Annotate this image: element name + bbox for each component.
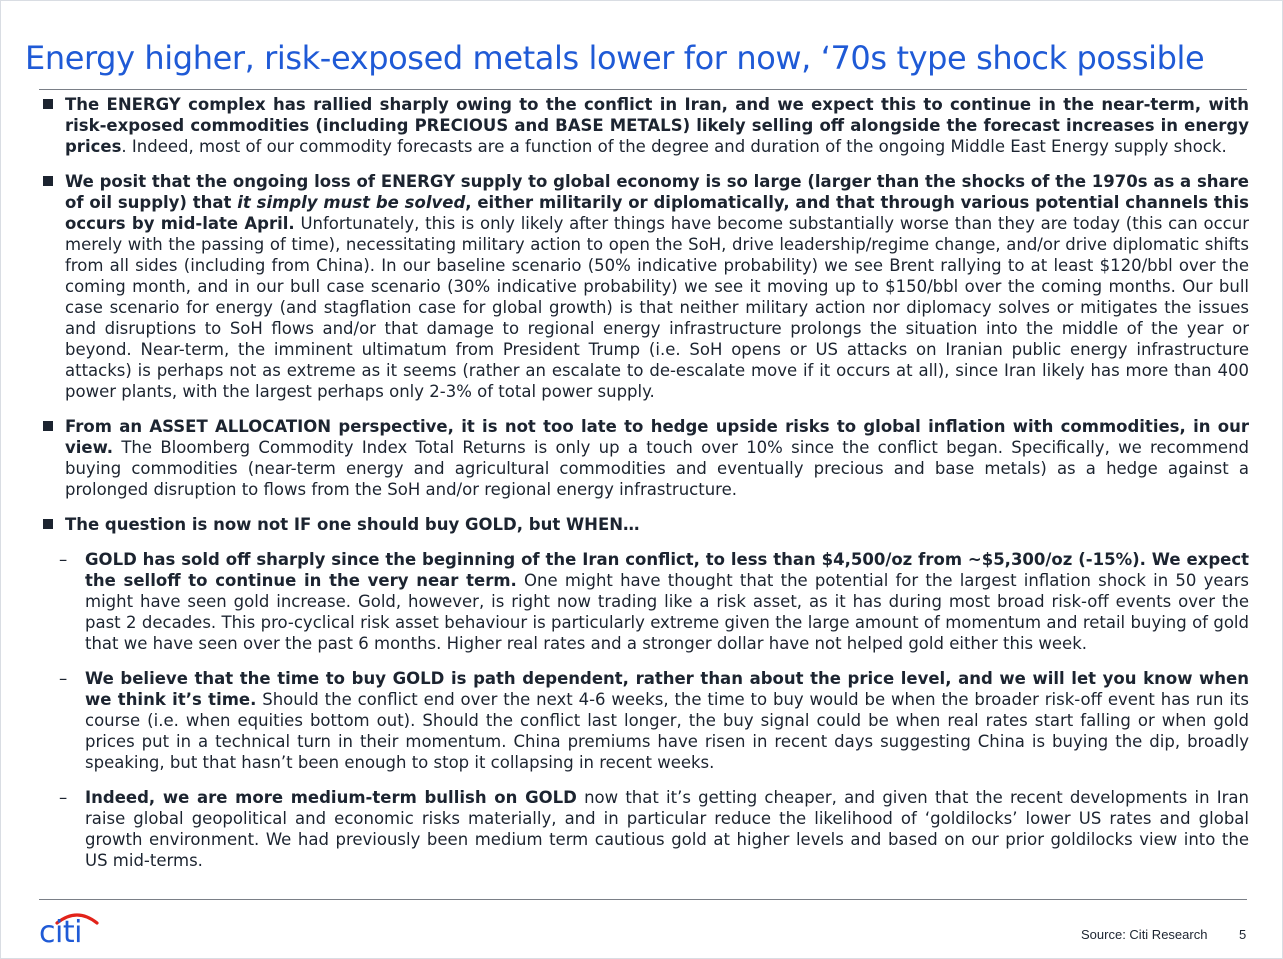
bullet-body-text: The Bloomberg Commodity Index Total Returns is only up a touch over 10% since the conflict began. Specifically, we recommend buying commodities (near-term energy and agricultural commodities and eventually precious and base metals) as a hedge against a prolonged disruption to flows from the SoH and/or regional energy infrastructure. (65, 438, 1249, 499)
bullet-body-text: Unfortunately, this is only likely after things have become substantially worse than they are today (this can occur merely with the passing of time), necessitating military action to open the SoH, drive leadership/regime change, and/or drive diplomatic shifts from all sides (including from China). In our baseline scenario (50% indicative probability) we see Brent rallying to at least $120/bbl over the coming month, and in our bull case scenario (30% indicative probability) we see it moving up to $150/bbl over the coming months. Our bull case scenario for energy (and stagflation case for global growth) is that neither military action nor diplomacy solves or mitigates the issues and disruptions to SoH flows and/or that damage to regional energy infrastructure prolongs the situation into the middle of the year or beyond. Near-term, the imminent ultimatum from President Trump (i.e. SoH opens or US attacks on Iranian public energy infrastructure attacks) is perhaps not as extreme as it seems (rather an escalate to de-escalate move if it occurs at all), since Iran likely has more than 400 power plants, with the largest perhaps only 2-3% of total power supply. (65, 214, 1249, 401)
square-bullet-icon (43, 519, 53, 529)
dash-bullet-icon: – (59, 788, 68, 807)
subbullet-gold-bullish (39, 787, 1249, 871)
subbullet-bold-text: GOLD has sold off sharply since the beginning of the Iran conflict, to less than $4,500/oz from ~$5,300/oz (-15%). We expect the selloff to continue in the very near term. (85, 550, 1249, 590)
dash-bullet-icon: – (59, 669, 68, 688)
bullet-bold-text: From an ASSET ALLOCATION perspective, it is not too late to hedge upside risks to global inflation with commodities, in our view. (65, 417, 1249, 457)
subbullet-bold-text: Indeed, we are more medium-term bullish on GOLD (85, 788, 577, 807)
bullet-bold-text: We posit that the ongoing loss of ENERGY supply to global economy is so large (larger than the shocks of the 1970s as a share of oil supply) that (65, 172, 1249, 212)
subbullet-body-text: now that it’s getting cheaper, and given that the recent developments in Iran raise global geopolitical and economic risks materially, and in particular reduce the likelihood of ‘goldilocks’ lower US rates and global growth environment. We had previously been medium term cautious gold at higher levels and based on our prior goldilocks view into the US mid-terms. (85, 788, 1249, 870)
square-bullet-icon (43, 421, 53, 431)
dash-bullet-icon: – (59, 550, 68, 569)
page-number: 5 (1239, 927, 1247, 942)
slide-body (39, 94, 1249, 885)
square-bullet-icon (43, 99, 53, 109)
page-title: Energy higher, risk-exposed metals lower for now, ‘70s type shock possible (25, 39, 1205, 77)
bullet-asset-allocation (39, 416, 1249, 500)
bullet-energy-supply-loss (39, 171, 1249, 402)
title-divider (39, 89, 1247, 90)
bullet-bold-text-2: , either militarily or diplomatically, and that through various potential channels this occurs by mid-late April. (65, 193, 1249, 233)
source-note: Source: Citi Research (1081, 927, 1208, 942)
subbullet-body-text: One might have thought that the potential for the largest inflation shock in 50 years might have seen gold increase. Gold, however, is right now trading like a risk asset, as it has during most broad risk-off events over the past 2 decades. This pro-cyclical risk asset behaviour is particularly extreme given the large amount of momentum and retail buying of gold that we have seen over the past 6 months. Higher real rates and a stronger dollar have not helped gold either this week. (85, 571, 1249, 653)
subbullet-gold-timing (39, 668, 1249, 773)
subbullet-body-text: Should the conflict end over the next 4-6 weeks, the time to buy would be when the broader risk-off event has run its course (i.e. when equities bottom out). Should the conflict last longer, the buy signal could be when real rates start falling or when gold prices put in a technical turn in their momentum. China premiums have risen in recent days suggesting China is buying the dip, broadly speaking, but that hasn’t been enough to stop it collapsing in recent weeks. (85, 690, 1249, 772)
bullet-italic-text: it simply must be solved (237, 193, 466, 212)
square-bullet-icon (43, 176, 53, 186)
bullet-bold-text: The question is now not IF one should buy GOLD, but WHEN… (65, 515, 640, 534)
footer-divider (39, 899, 1247, 900)
bullet-bold-text: The ENERGY complex has rallied sharply owing to the conflict in Iran, and we expect this to continue in the near-term, with risk-exposed commodities (including PRECIOUS and BASE METALS) likely selling off alongside the forecast increases in energy prices (65, 95, 1249, 156)
subbullet-gold-selloff (39, 549, 1249, 654)
bullet-gold-question (39, 514, 1249, 535)
bullet-body-text: . Indeed, most of our commodity forecasts are a function of the degree and duration of the ongoing Middle East Energy supply shock. (121, 137, 1227, 156)
subbullet-bold-text: We believe that the time to buy GOLD is path dependent, rather than about the price level, and we will let you know when we think it’s time. (85, 669, 1249, 709)
bullet-energy-complex (39, 94, 1249, 157)
logo-text: citi (39, 915, 82, 945)
citi-logo (39, 909, 103, 945)
